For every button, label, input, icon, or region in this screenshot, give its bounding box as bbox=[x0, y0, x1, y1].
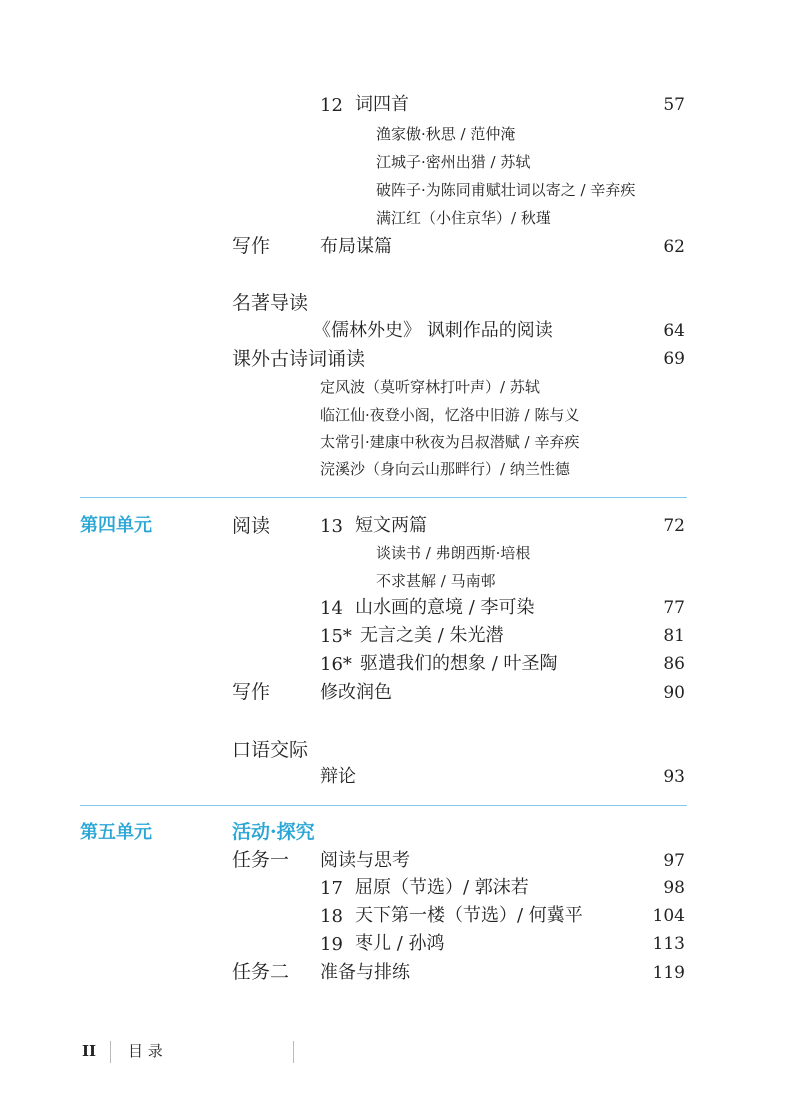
section-title[interactable]: 《儒林外史》 讽刺作品的阅读 bbox=[313, 320, 553, 341]
lesson-title[interactable]: 词四首 bbox=[355, 94, 409, 115]
section-label: 阅读 bbox=[232, 515, 271, 537]
poem-item[interactable]: 临江仙·夜登小阁，忆洛中旧游 / 陈与义 bbox=[320, 406, 580, 424]
poem-item[interactable]: 浣溪沙（身向云山那畔行）/ 纳兰性德 bbox=[320, 460, 570, 478]
article-item[interactable]: 谈读书 / 弗朗西斯·培根 bbox=[376, 544, 531, 562]
lesson-number: 12 bbox=[320, 95, 343, 116]
lesson-title[interactable]: 山水画的意境 / 李可染 bbox=[355, 597, 535, 618]
lesson-number: 14 bbox=[320, 598, 343, 619]
lesson-title[interactable]: 屈原（节选）/ 郭沫若 bbox=[355, 877, 529, 898]
section-title[interactable]: 辩论 bbox=[320, 766, 356, 787]
page-number: 69 bbox=[663, 349, 685, 369]
lesson-number: 15* bbox=[320, 626, 352, 647]
lesson-number: 16* bbox=[320, 654, 352, 675]
page-number: 81 bbox=[663, 626, 685, 646]
activity-title: 活动·探究 bbox=[232, 821, 315, 843]
page-number: 113 bbox=[652, 934, 685, 954]
lesson-number: 18 bbox=[320, 906, 343, 927]
footer-separator bbox=[110, 1041, 111, 1063]
page-number: 93 bbox=[663, 767, 685, 787]
page-number: 77 bbox=[663, 598, 685, 618]
task-label: 任务一 bbox=[232, 849, 290, 871]
lesson-title[interactable]: 短文两篇 bbox=[355, 515, 427, 536]
footer-separator bbox=[293, 1041, 294, 1063]
footer-page-number: II bbox=[82, 1042, 97, 1060]
footer-label: 目 录 bbox=[128, 1042, 163, 1060]
section-label: 名著导读 bbox=[232, 292, 309, 314]
article-item[interactable]: 不求甚解 / 马南邨 bbox=[376, 572, 496, 590]
section-label: 口语交际 bbox=[232, 739, 309, 761]
page-number: 72 bbox=[663, 516, 685, 536]
lesson-title[interactable]: 天下第一楼（节选）/ 何冀平 bbox=[355, 905, 583, 926]
page-number: 57 bbox=[663, 95, 685, 115]
task-title[interactable]: 准备与排练 bbox=[320, 962, 410, 983]
lesson-title[interactable]: 驱遣我们的想象 / 叶圣陶 bbox=[360, 653, 558, 674]
lesson-title[interactable]: 无言之美 / 朱光潜 bbox=[360, 625, 504, 646]
unit-divider bbox=[80, 497, 687, 498]
section-label: 写作 bbox=[232, 235, 271, 257]
poem-item[interactable]: 定风波（莫听穿林打叶声）/ 苏轼 bbox=[320, 378, 540, 396]
unit-title: 第四单元 bbox=[80, 515, 152, 536]
section-title[interactable]: 修改润色 bbox=[320, 682, 392, 703]
lesson-number: 19 bbox=[320, 934, 343, 955]
poem-item[interactable]: 江城子·密州出猎 / 苏轼 bbox=[376, 153, 531, 171]
lesson-number: 13 bbox=[320, 516, 343, 537]
page-number: 86 bbox=[663, 654, 685, 674]
page-number: 97 bbox=[663, 851, 685, 871]
lesson-number: 17 bbox=[320, 878, 343, 899]
page-number: 119 bbox=[652, 963, 685, 983]
page-number: 90 bbox=[663, 683, 685, 703]
poem-item[interactable]: 渔家傲·秋思 / 范仲淹 bbox=[376, 125, 516, 143]
page-number: 62 bbox=[663, 237, 685, 257]
poem-item[interactable]: 破阵子·为陈同甫赋壮词以寄之 / 辛弃疾 bbox=[376, 181, 636, 199]
task-title[interactable]: 阅读与思考 bbox=[320, 850, 410, 871]
page-number: 104 bbox=[652, 906, 685, 926]
task-label: 任务二 bbox=[232, 961, 290, 983]
page-number: 64 bbox=[663, 321, 685, 341]
unit-title: 第五单元 bbox=[80, 822, 152, 843]
poem-item[interactable]: 满江红（小住京华）/ 秋瑾 bbox=[376, 209, 551, 227]
poem-item[interactable]: 太常引·建康中秋夜为吕叔潜赋 / 辛弃疾 bbox=[320, 433, 580, 451]
lesson-title[interactable]: 枣儿 / 孙鸿 bbox=[355, 933, 445, 954]
section-label[interactable]: 课外古诗词诵读 bbox=[232, 348, 366, 370]
unit-divider bbox=[80, 805, 687, 806]
page-number: 98 bbox=[663, 878, 685, 898]
section-title[interactable]: 布局谋篇 bbox=[320, 236, 392, 257]
section-label: 写作 bbox=[232, 681, 271, 703]
